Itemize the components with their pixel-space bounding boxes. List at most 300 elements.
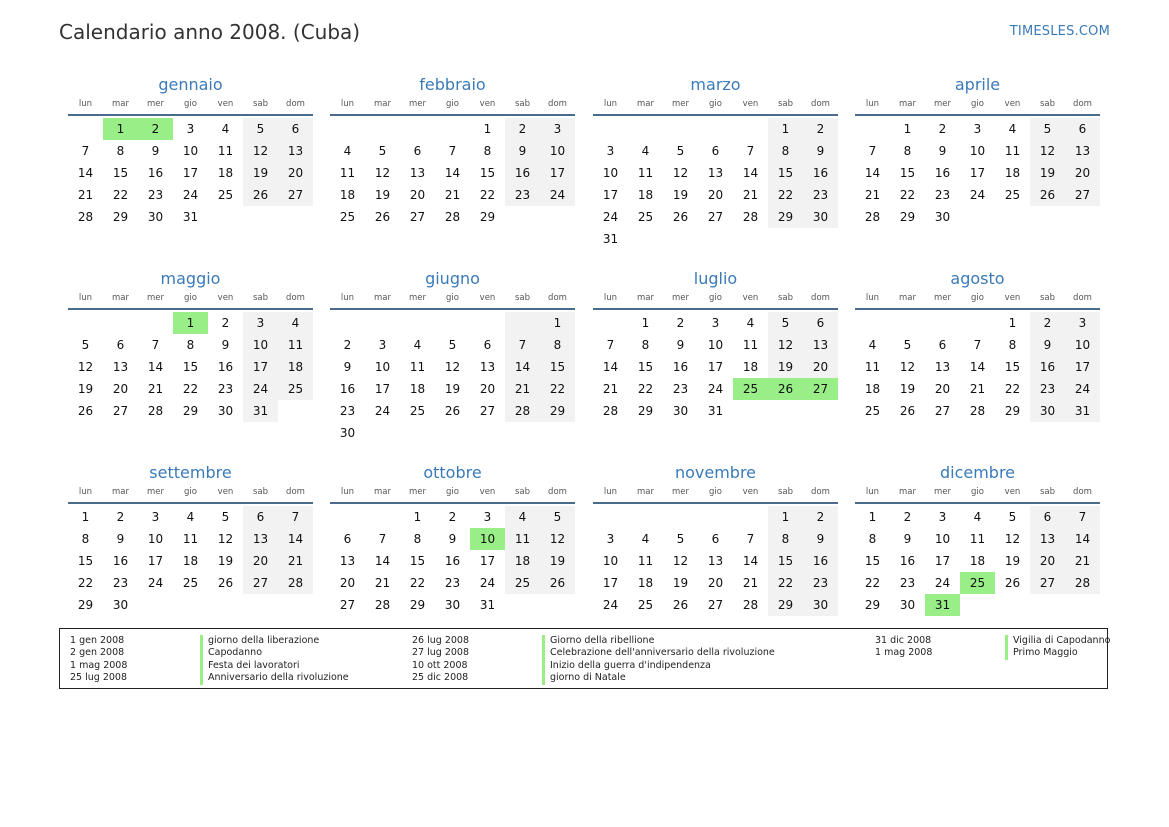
holiday-date: 26 lug 2008 bbox=[412, 635, 469, 646]
day-cell: 2 bbox=[803, 118, 838, 140]
empty-cell bbox=[278, 206, 313, 228]
empty-cell bbox=[243, 206, 278, 228]
holiday-name: Capodanno bbox=[200, 647, 262, 659]
month-novembre bbox=[593, 462, 838, 616]
day-cell: 19 bbox=[374, 188, 391, 202]
weekday-header bbox=[855, 291, 1100, 305]
day-cell: 9 bbox=[116, 532, 125, 546]
weekday-label: mar bbox=[112, 293, 129, 303]
empty-cell bbox=[960, 312, 995, 334]
day-cell: 18 bbox=[217, 166, 234, 180]
day-cell: 19 bbox=[243, 162, 278, 184]
empty-cell bbox=[208, 206, 243, 228]
weekday-label: lun bbox=[603, 99, 618, 109]
day-cell: 15 bbox=[540, 356, 575, 378]
day-grid bbox=[330, 506, 575, 616]
day-cell: 27 bbox=[707, 598, 724, 612]
day-cell: 28 bbox=[1065, 572, 1100, 594]
day-cell: 23 bbox=[899, 576, 916, 590]
day-cell: 28 bbox=[864, 210, 881, 224]
legend-row bbox=[70, 660, 349, 672]
empty-cell bbox=[768, 228, 803, 250]
day-cell: 18 bbox=[339, 188, 356, 202]
day-cell: 18 bbox=[1004, 166, 1021, 180]
day-cell: 30 bbox=[217, 404, 234, 418]
day-cell: 31 bbox=[602, 232, 619, 246]
day-cell: 7 bbox=[746, 144, 755, 158]
weekday-label: gio bbox=[446, 487, 459, 497]
day-cell: 7 bbox=[1065, 506, 1100, 528]
day-cell: 23 bbox=[147, 188, 164, 202]
weekday-label: mar bbox=[899, 99, 916, 109]
day-cell: 24 bbox=[243, 378, 278, 400]
month-name: giugno bbox=[425, 269, 480, 288]
day-cell: 16 bbox=[339, 382, 356, 396]
day-cell: 6 bbox=[413, 144, 422, 158]
day-cell: 25 bbox=[637, 210, 654, 224]
day-cell: 26 bbox=[374, 210, 391, 224]
day-cell: 3 bbox=[606, 532, 615, 546]
legend-row bbox=[412, 672, 775, 684]
day-cell: 6 bbox=[1065, 118, 1100, 140]
day-cell: 27 bbox=[1065, 184, 1100, 206]
empty-cell bbox=[435, 118, 470, 140]
empty-cell bbox=[803, 228, 838, 250]
day-cell: 6 bbox=[711, 532, 720, 546]
day-cell: 23 bbox=[934, 188, 951, 202]
weekday-label: dom bbox=[811, 487, 830, 497]
day-cell: 2 bbox=[903, 510, 912, 524]
day-cell: 2 bbox=[138, 118, 173, 140]
day-cell: 31 bbox=[1065, 400, 1100, 422]
empty-cell bbox=[103, 312, 138, 334]
month-name: agosto bbox=[950, 269, 1005, 288]
day-cell: 16 bbox=[217, 360, 234, 374]
day-cell: 21 bbox=[742, 576, 759, 590]
weekday-label: mer bbox=[146, 293, 164, 303]
day-cell: 10 bbox=[602, 166, 619, 180]
day-cell: 26 bbox=[1004, 576, 1021, 590]
day-cell: 30 bbox=[672, 404, 689, 418]
empty-cell bbox=[995, 206, 1030, 228]
day-cell: 5 bbox=[81, 338, 90, 352]
day-cell: 9 bbox=[448, 532, 457, 546]
weekday-header bbox=[330, 291, 575, 305]
weekday-label: sab bbox=[252, 487, 269, 497]
day-cell: 28 bbox=[742, 210, 759, 224]
weekday-label: gio bbox=[184, 487, 197, 497]
day-cell: 7 bbox=[81, 144, 90, 158]
day-cell: 24 bbox=[540, 184, 575, 206]
day-cell: 10 bbox=[934, 532, 951, 546]
weekday-label: dom bbox=[1073, 99, 1092, 109]
day-cell: 29 bbox=[637, 404, 654, 418]
month-luglio bbox=[593, 268, 838, 422]
weekday-label: mar bbox=[374, 293, 391, 303]
legend-row bbox=[875, 647, 1110, 659]
day-cell: 17 bbox=[374, 382, 391, 396]
day-cell: 20 bbox=[112, 382, 129, 396]
day-cell: 19 bbox=[444, 382, 461, 396]
holiday-legend bbox=[59, 628, 1111, 689]
holiday-date: 1 gen 2008 bbox=[70, 635, 125, 646]
empty-cell bbox=[138, 312, 173, 334]
day-cell: 23 bbox=[339, 404, 356, 418]
day-cell: 7 bbox=[378, 532, 387, 546]
day-cell: 15 bbox=[112, 166, 129, 180]
day-cell: 8 bbox=[868, 532, 877, 546]
day-cell: 26 bbox=[672, 598, 689, 612]
holiday-name: Celebrazione dell'anniversario della rivoluzione bbox=[542, 647, 775, 659]
day-cell: 13 bbox=[803, 334, 838, 356]
day-cell: 14 bbox=[1065, 528, 1100, 550]
header-divider bbox=[68, 502, 313, 504]
day-cell: 10 bbox=[374, 360, 391, 374]
weekday-header bbox=[68, 291, 313, 305]
day-cell: 16 bbox=[112, 554, 129, 568]
day-cell: 17 bbox=[1065, 356, 1100, 378]
day-cell: 13 bbox=[112, 360, 129, 374]
day-cell: 4 bbox=[868, 338, 877, 352]
weekday-label: mar bbox=[112, 487, 129, 497]
day-cell: 26 bbox=[1030, 184, 1065, 206]
day-cell: 11 bbox=[864, 360, 881, 374]
day-cell: 24 bbox=[479, 576, 496, 590]
day-cell: 12 bbox=[899, 360, 916, 374]
day-cell: 6 bbox=[711, 144, 720, 158]
day-cell: 26 bbox=[217, 576, 234, 590]
day-grid bbox=[855, 312, 1100, 422]
weekday-label: sab bbox=[514, 99, 531, 109]
day-cell: 15 bbox=[77, 554, 94, 568]
weekday-label: ven bbox=[742, 99, 759, 109]
day-cell: 20 bbox=[479, 382, 496, 396]
day-cell: 17 bbox=[602, 188, 619, 202]
weekday-label: sab bbox=[1039, 293, 1056, 303]
day-cell: 4 bbox=[1008, 122, 1017, 136]
day-cell: 9 bbox=[151, 144, 160, 158]
day-cell: 9 bbox=[343, 360, 352, 374]
day-cell: 4 bbox=[278, 312, 313, 334]
day-cell: 2 bbox=[505, 118, 540, 140]
day-cell: 11 bbox=[969, 532, 986, 546]
header-divider bbox=[855, 114, 1100, 116]
day-cell: 11 bbox=[182, 532, 199, 546]
day-cell: 7 bbox=[973, 338, 982, 352]
weekday-label: lun bbox=[340, 293, 355, 303]
day-cell: 29 bbox=[182, 404, 199, 418]
holiday-date: 2 gen 2008 bbox=[70, 647, 125, 659]
weekday-label: mer bbox=[408, 293, 426, 303]
month-gennaio bbox=[68, 74, 313, 228]
day-cell: 23 bbox=[1030, 378, 1065, 400]
empty-cell bbox=[68, 118, 103, 140]
weekday-label: lun bbox=[78, 293, 93, 303]
month-name: febbraio bbox=[419, 75, 486, 94]
day-cell: 9 bbox=[803, 140, 838, 162]
weekday-label: dom bbox=[286, 99, 305, 109]
weekday-header bbox=[855, 485, 1100, 499]
day-cell: 26 bbox=[899, 404, 916, 418]
day-cell: 3 bbox=[973, 122, 982, 136]
day-cell: 20 bbox=[409, 188, 426, 202]
weekday-label: dom bbox=[548, 99, 567, 109]
empty-cell bbox=[243, 594, 278, 616]
day-cell: 8 bbox=[768, 140, 803, 162]
empty-cell bbox=[400, 422, 435, 444]
day-cell: 1 bbox=[768, 118, 803, 140]
day-cell: 19 bbox=[1004, 554, 1021, 568]
day-cell: 28 bbox=[147, 404, 164, 418]
empty-cell bbox=[663, 228, 698, 250]
day-cell: 16 bbox=[444, 554, 461, 568]
empty-cell bbox=[173, 594, 208, 616]
day-cell: 19 bbox=[768, 356, 803, 378]
day-grid bbox=[855, 506, 1100, 616]
day-grid bbox=[593, 118, 838, 250]
weekday-label: mar bbox=[637, 487, 654, 497]
day-cell: 3 bbox=[711, 316, 720, 330]
empty-cell bbox=[803, 400, 838, 422]
day-cell: 26 bbox=[243, 184, 278, 206]
empty-cell bbox=[540, 594, 575, 616]
month-name: ottobre bbox=[423, 463, 482, 482]
empty-cell bbox=[365, 422, 400, 444]
day-cell: 27 bbox=[479, 404, 496, 418]
holiday-date: 31 dic 2008 bbox=[875, 635, 932, 646]
weekday-label: mer bbox=[933, 293, 951, 303]
day-cell: 31 bbox=[479, 598, 496, 612]
day-cell: 30 bbox=[1030, 400, 1065, 422]
day-cell: 30 bbox=[803, 206, 838, 228]
day-cell: 12 bbox=[243, 140, 278, 162]
header-divider bbox=[330, 114, 575, 116]
day-cell: 29 bbox=[112, 210, 129, 224]
holiday-date: 27 lug 2008 bbox=[412, 647, 469, 659]
empty-cell bbox=[330, 506, 365, 528]
day-cell: 17 bbox=[969, 166, 986, 180]
day-cell: 6 bbox=[343, 532, 352, 546]
day-cell: 11 bbox=[339, 166, 356, 180]
empty-cell bbox=[768, 400, 803, 422]
empty-cell bbox=[470, 312, 505, 334]
day-cell: 7 bbox=[505, 334, 540, 356]
day-cell: 12 bbox=[217, 532, 234, 546]
weekday-header bbox=[593, 97, 838, 111]
empty-cell bbox=[365, 312, 400, 334]
day-cell: 19 bbox=[672, 576, 689, 590]
day-cell: 22 bbox=[864, 576, 881, 590]
holiday-name: giorno di Natale bbox=[542, 672, 626, 684]
day-cell: 8 bbox=[903, 144, 912, 158]
day-cell: 28 bbox=[505, 400, 540, 422]
weekday-label: ven bbox=[217, 99, 234, 109]
day-cell: 16 bbox=[899, 554, 916, 568]
day-cell: 16 bbox=[672, 360, 689, 374]
month-name: aprile bbox=[954, 75, 1001, 94]
day-cell: 25 bbox=[339, 210, 356, 224]
day-cell: 14 bbox=[969, 360, 986, 374]
day-cell: 22 bbox=[112, 188, 129, 202]
day-cell: 1 bbox=[768, 506, 803, 528]
day-cell: 31 bbox=[707, 404, 724, 418]
weekday-label: mar bbox=[899, 487, 916, 497]
month-settembre bbox=[68, 462, 313, 616]
day-cell: 12 bbox=[374, 166, 391, 180]
day-grid bbox=[68, 118, 313, 228]
day-cell: 18 bbox=[505, 550, 540, 572]
day-cell: 23 bbox=[217, 382, 234, 396]
day-cell: 7 bbox=[746, 532, 755, 546]
day-cell: 11 bbox=[1004, 144, 1021, 158]
empty-cell bbox=[138, 594, 173, 616]
day-cell: 30 bbox=[934, 210, 951, 224]
empty-cell bbox=[1065, 206, 1100, 228]
empty-cell bbox=[995, 594, 1030, 616]
day-cell: 29 bbox=[899, 210, 916, 224]
header-divider bbox=[330, 502, 575, 504]
day-cell: 8 bbox=[1008, 338, 1017, 352]
day-cell: 3 bbox=[186, 122, 195, 136]
day-cell: 14 bbox=[505, 356, 540, 378]
day-cell: 26 bbox=[77, 404, 94, 418]
weekday-label: lun bbox=[865, 293, 880, 303]
holiday-date: 1 mag 2008 bbox=[70, 659, 128, 671]
weekday-label: sab bbox=[252, 99, 269, 109]
day-cell: 22 bbox=[479, 188, 496, 202]
weekday-label: lun bbox=[865, 487, 880, 497]
day-cell: 3 bbox=[151, 510, 160, 524]
weekday-label: sab bbox=[777, 293, 794, 303]
day-cell: 18 bbox=[969, 554, 986, 568]
weekday-label: sab bbox=[1039, 487, 1056, 497]
holiday-date: 1 mag 2008 bbox=[875, 647, 933, 659]
day-cell: 14 bbox=[374, 554, 391, 568]
day-cell: 22 bbox=[540, 378, 575, 400]
day-grid bbox=[330, 118, 575, 228]
day-cell: 18 bbox=[182, 554, 199, 568]
empty-cell bbox=[470, 422, 505, 444]
day-cell: 2 bbox=[343, 338, 352, 352]
weekday-header bbox=[330, 485, 575, 499]
legend-row bbox=[875, 635, 1110, 647]
empty-cell bbox=[208, 594, 243, 616]
day-cell: 12 bbox=[540, 528, 575, 550]
day-cell: 14 bbox=[864, 166, 881, 180]
day-cell: 4 bbox=[641, 532, 650, 546]
month-name: luglio bbox=[693, 269, 738, 288]
day-cell: 15 bbox=[864, 554, 881, 568]
weekday-label: gio bbox=[446, 293, 459, 303]
empty-cell bbox=[698, 228, 733, 250]
day-cell: 17 bbox=[479, 554, 496, 568]
day-cell: 27 bbox=[112, 404, 129, 418]
day-cell: 14 bbox=[444, 166, 461, 180]
legend-row bbox=[70, 672, 349, 684]
weekday-label: mar bbox=[112, 99, 129, 109]
weekday-label: lun bbox=[603, 487, 618, 497]
day-cell: 28 bbox=[278, 572, 313, 594]
day-cell: 24 bbox=[147, 576, 164, 590]
day-grid bbox=[330, 312, 575, 444]
day-cell: 10 bbox=[602, 554, 619, 568]
empty-cell bbox=[365, 118, 400, 140]
day-cell: 14 bbox=[278, 528, 313, 550]
day-cell: 8 bbox=[540, 334, 575, 356]
empty-cell bbox=[628, 228, 663, 250]
day-cell: 4 bbox=[746, 316, 755, 330]
site-link[interactable]: TIMESLES.COM bbox=[1009, 24, 1110, 39]
weekday-label: sab bbox=[252, 293, 269, 303]
day-cell: 17 bbox=[182, 166, 199, 180]
day-cell: 20 bbox=[1065, 162, 1100, 184]
weekday-label: gio bbox=[184, 99, 197, 109]
day-cell: 30 bbox=[444, 598, 461, 612]
day-cell: 9 bbox=[938, 144, 947, 158]
empty-cell bbox=[505, 312, 540, 334]
empty-cell bbox=[593, 312, 628, 334]
empty-cell bbox=[505, 422, 540, 444]
day-cell: 7 bbox=[448, 144, 457, 158]
day-cell: 6 bbox=[803, 312, 838, 334]
month-ottobre bbox=[330, 462, 575, 616]
legend-row bbox=[70, 647, 349, 659]
day-cell: 21 bbox=[505, 378, 540, 400]
header-divider bbox=[330, 308, 575, 310]
day-cell: 14 bbox=[77, 166, 94, 180]
empty-cell bbox=[330, 118, 365, 140]
day-cell: 20 bbox=[243, 550, 278, 572]
day-cell: 9 bbox=[505, 140, 540, 162]
weekday-label: mer bbox=[671, 487, 689, 497]
day-cell: 3 bbox=[606, 144, 615, 158]
day-cell: 5 bbox=[903, 338, 912, 352]
day-cell: 12 bbox=[1030, 140, 1065, 162]
empty-cell bbox=[593, 506, 628, 528]
day-cell: 21 bbox=[1065, 550, 1100, 572]
day-cell: 8 bbox=[81, 532, 90, 546]
empty-cell bbox=[400, 312, 435, 334]
day-cell: 10 bbox=[540, 140, 575, 162]
day-cell: 27 bbox=[803, 378, 838, 400]
day-cell: 10 bbox=[969, 144, 986, 158]
weekday-label: lun bbox=[603, 293, 618, 303]
day-cell: 3 bbox=[243, 312, 278, 334]
day-cell: 7 bbox=[151, 338, 160, 352]
weekday-label: ven bbox=[479, 487, 496, 497]
day-cell: 22 bbox=[637, 382, 654, 396]
weekday-label: lun bbox=[340, 99, 355, 109]
legend-column bbox=[70, 635, 349, 685]
day-cell: 23 bbox=[505, 184, 540, 206]
weekday-label: ven bbox=[742, 487, 759, 497]
day-cell: 11 bbox=[742, 338, 759, 352]
empty-cell bbox=[733, 506, 768, 528]
empty-cell bbox=[68, 312, 103, 334]
day-cell: 16 bbox=[147, 166, 164, 180]
empty-cell bbox=[698, 506, 733, 528]
day-cell: 27 bbox=[243, 572, 278, 594]
header-divider bbox=[593, 502, 838, 504]
day-cell: 24 bbox=[707, 382, 724, 396]
day-cell: 20 bbox=[707, 188, 724, 202]
day-cell: 25 bbox=[733, 378, 768, 400]
day-cell: 16 bbox=[803, 550, 838, 572]
day-cell: 5 bbox=[243, 118, 278, 140]
day-cell: 13 bbox=[479, 360, 496, 374]
header-divider bbox=[855, 502, 1100, 504]
day-cell: 12 bbox=[768, 334, 803, 356]
